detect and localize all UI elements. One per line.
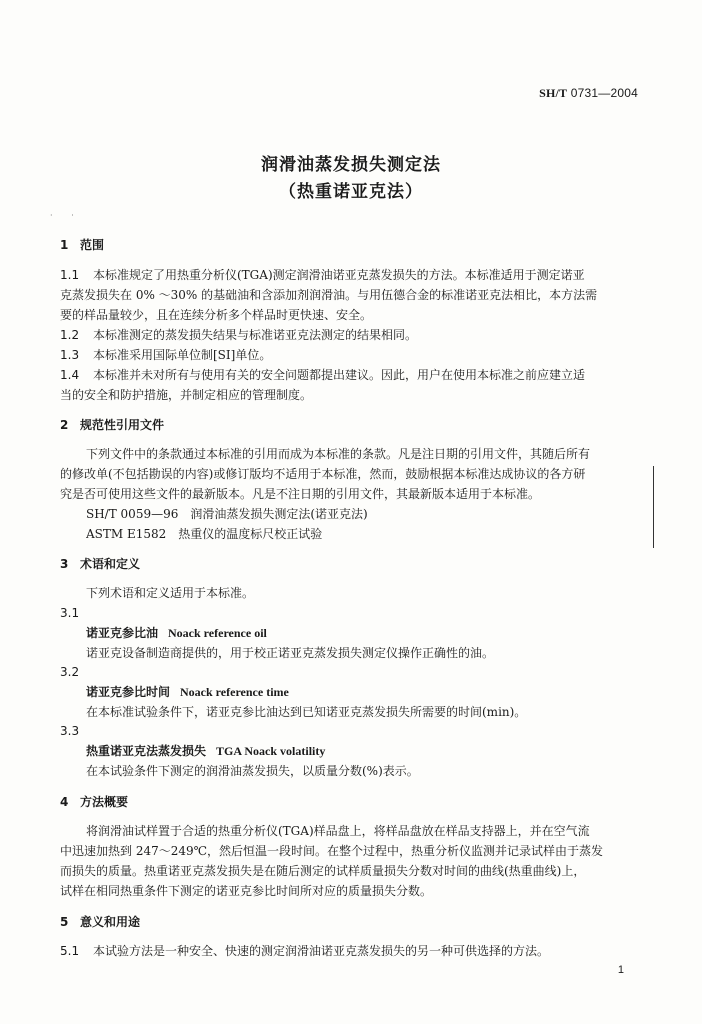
section-1-number: 1 <box>60 238 69 252</box>
section-2-para-line-3: 究是否可使用这些文件的最新版本。凡是不注日期的引用文件，其最新版本适用于本标准。 <box>60 487 541 501</box>
clause-1-3 <box>60 348 640 363</box>
clause-1-1-line-2: 克蒸发损失在 0% ～30% 的基础油和含添加剂润滑油。与用伍德合金的标准诺亚克法相比，本方法需 <box>60 288 598 302</box>
section-2-title: 规范性引用文件 <box>80 418 165 432</box>
term-3-3-en: TGA Noack volatility <box>216 744 326 758</box>
standard-code-prefix: SH/T <box>539 86 568 100</box>
section-4-heading <box>60 795 640 810</box>
section-5-number: 5 <box>60 915 69 929</box>
term-3-3-definition: 在本试验条件下测定的润滑油蒸发损失，以质量分数(%)表示。 <box>86 764 419 778</box>
term-3-2-number: 3.2 <box>60 665 80 679</box>
clause-1-2-number: 1.2 <box>60 328 80 342</box>
standard-code <box>539 86 638 101</box>
term-3-2-en: Noack reference time <box>180 685 289 699</box>
clause-5-1-text: 本试验方法是一种安全、快速的测定润滑油诺亚克蒸发损失的另一种可供选择的方法。 <box>93 944 550 958</box>
term-3-3-number: 3.3 <box>60 724 80 738</box>
section-3-number: 3 <box>60 557 69 571</box>
term-3-1-en: Noack reference oil <box>168 626 267 640</box>
clause-1-1-number: 1.1 <box>60 268 80 282</box>
clause-1-4-line-2: 当的安全和防护措施，并制定相应的管理制度。 <box>60 388 313 402</box>
term-3-2 <box>86 685 666 700</box>
section-5-title: 意义和用途 <box>80 915 141 929</box>
section-1-title: 范围 <box>80 238 105 252</box>
margin-rule <box>653 466 654 548</box>
section-5-heading <box>60 915 640 930</box>
section-4-para-line-2: 中迅速加热到 247～249℃，然后恒温一段时间。在整个过程中，热重分析仪监测并记录试样由于蒸发 <box>60 844 604 858</box>
term-3-1-number: 3.1 <box>60 606 80 620</box>
section-2-heading <box>60 418 640 433</box>
document-title: 润滑油蒸发损失测定法 <box>261 155 441 175</box>
clause-1-4-number: 1.4 <box>60 368 80 382</box>
clause-1-3-text: 本标准采用国际单位制[SI]单位。 <box>93 348 272 362</box>
term-3-1-cn: 诺亚克参比油 <box>86 626 159 640</box>
page-number: 1 <box>617 964 624 976</box>
scan-dots: · · <box>50 211 82 220</box>
clause-5-1-number: 5.1 <box>60 944 80 958</box>
section-3-heading <box>60 557 640 572</box>
clause-1-2-text: 本标准测定的蒸发损失结果与标准诺亚克法测定的结果相同。 <box>93 328 418 342</box>
section-4-number: 4 <box>60 795 69 809</box>
clause-1-1-line-3: 要的样品量较少，且在连续分析多个样品时更快速、安全。 <box>60 308 373 322</box>
section-4-title: 方法概要 <box>80 795 129 809</box>
section-2-para-line-1: 下列文件中的条款通过本标准的引用而成为本标准的条款。凡是注日期的引用文件，其随后所有 <box>86 447 591 461</box>
term-3-2-definition: 在本标准试验条件下，诺亚克参比油达到已知诺亚克蒸发损失所需要的时间(min)。 <box>86 705 527 719</box>
term-3-1-definition: 诺亚克设备制造商提供的，用于校正诺亚克蒸发损失测定仪操作正确性的油。 <box>86 646 495 660</box>
clause-5-1 <box>60 944 640 959</box>
document-subtitle: （热重诺亚克法） <box>279 182 423 202</box>
section-3-title: 术语和定义 <box>80 557 141 571</box>
reference-sh-t-0059: SH/T 0059—96 润滑油蒸发损失测定法(诺亚克法) <box>86 507 368 521</box>
section-4-para-line-3: 而损失的质量。热重诺亚克蒸发损失是在随后测定的试样质量损失分数对时间的曲线(热重曲线)上， <box>60 864 586 878</box>
clause-1-2 <box>60 328 640 343</box>
reference-astm-e1582: ASTM E1582 热重仪的温度标尺校正试验 <box>86 527 323 541</box>
clause-1-1-text-1: 本标准规定了用热重分析仪(TGA)测定润滑油诺亚克蒸发损失的方法。本标准适用于测定诺亚 <box>93 268 585 282</box>
term-3-2-cn: 诺亚克参比时间 <box>86 685 171 699</box>
clause-1-1-line-1 <box>60 268 640 283</box>
standard-code-number: 0731—2004 <box>570 86 638 100</box>
section-4-para-line-4: 试样在相同热重条件下测定的诺亚克参比时间所对应的质量损失分数。 <box>60 884 433 898</box>
section-4-para-line-1: 将润滑油试样置于合适的热重分析仪(TGA)样品盘上，将样品盘放在样品支持器上，并在空气流 <box>86 824 590 838</box>
clause-1-4-text-1: 本标准并未对所有与使用有关的安全问题都提出建议。因此，用户在使用本标准之前应建立适 <box>93 368 586 382</box>
section-2-para-line-2: 的修改单(不包括勘误的内容)或修订版均不适用于本标准，然而，鼓励根据本标准达成协议的各方研 <box>60 467 586 481</box>
clause-1-4-line-1 <box>60 368 640 383</box>
section-1-heading <box>60 238 640 253</box>
clause-1-3-number: 1.3 <box>60 348 80 362</box>
section-2-number: 2 <box>60 418 69 432</box>
section-3-intro: 下列术语和定义适用于本标准。 <box>86 586 255 600</box>
term-3-3 <box>86 744 666 759</box>
term-3-1 <box>86 626 666 641</box>
term-3-3-cn: 热重诺亚克法蒸发损失 <box>86 744 207 758</box>
